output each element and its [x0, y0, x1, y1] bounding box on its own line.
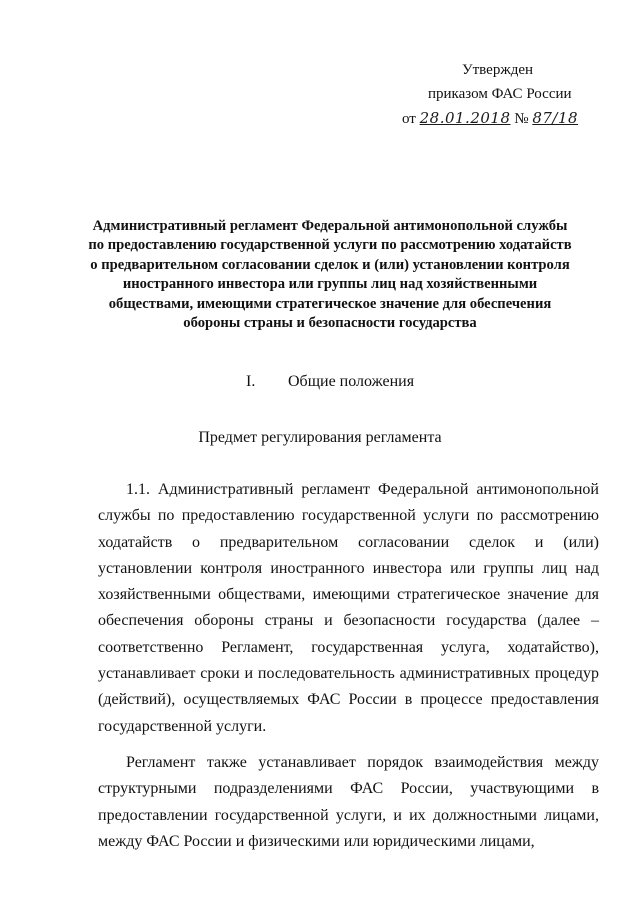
subsection-heading: Предмет регулирования регламента: [198, 429, 442, 446]
title-line: о предварительном согласовании сделок и (или) установлении контроля: [90, 256, 570, 273]
approval-line-date-number: [400, 106, 610, 131]
title-line: по предоставлению государственной услуги по рассмотрению ходатайств: [88, 237, 572, 254]
handwritten-order-number: 87/18: [532, 109, 579, 127]
title-line: Административный регламент Федеральной антимонопольной службы: [92, 218, 568, 234]
approval-line-order: приказом ФАС России: [428, 86, 572, 102]
section-title: Общие положения: [288, 373, 415, 390]
document-body: [98, 477, 599, 855]
approval-stamp-block: [400, 58, 610, 131]
approval-line-approved: Утвержден: [462, 62, 534, 78]
handwritten-date: 28.01.2018: [419, 109, 511, 127]
body-paragraph: 1.1. Административный регламент Федеральной антимонопольной службы по предоставлению государственной услуги по рассмотрению ходатайств о предварительном согласовании сделок и (или) установлении контроля иностранного инвестора или группы лиц над хозяйственными обществами, имеющими стратегическое значение для обеспечения обороны страны и безопасности государства (далее – соответственно Регламент, государственная услуга, ходатайство), устанавливает сроки и последовательность административных процедур (действий), осуществляемых ФАС России в процессе предоставления государственной услуги.: [98, 481, 599, 735]
title-line: иностранного инвестора или группы лиц над хозяйственными: [122, 276, 538, 293]
document-title: [80, 217, 580, 333]
body-paragraph: Регламент также устанавливает порядок взаимодействия между структурными подразделениями ФАС России, участвующими в предоставлении государственной услуги, и их должностными лицами, между ФАС России и физическими или юридическими лицами,: [98, 753, 599, 850]
section-number: I.: [246, 373, 256, 390]
number-prefix: №: [514, 111, 529, 127]
title-line: обществами, имеющими стратегическое значение для обеспечения: [108, 295, 552, 312]
date-prefix: от: [402, 111, 416, 127]
title-line: обороны страны и безопасности государства: [183, 315, 477, 332]
